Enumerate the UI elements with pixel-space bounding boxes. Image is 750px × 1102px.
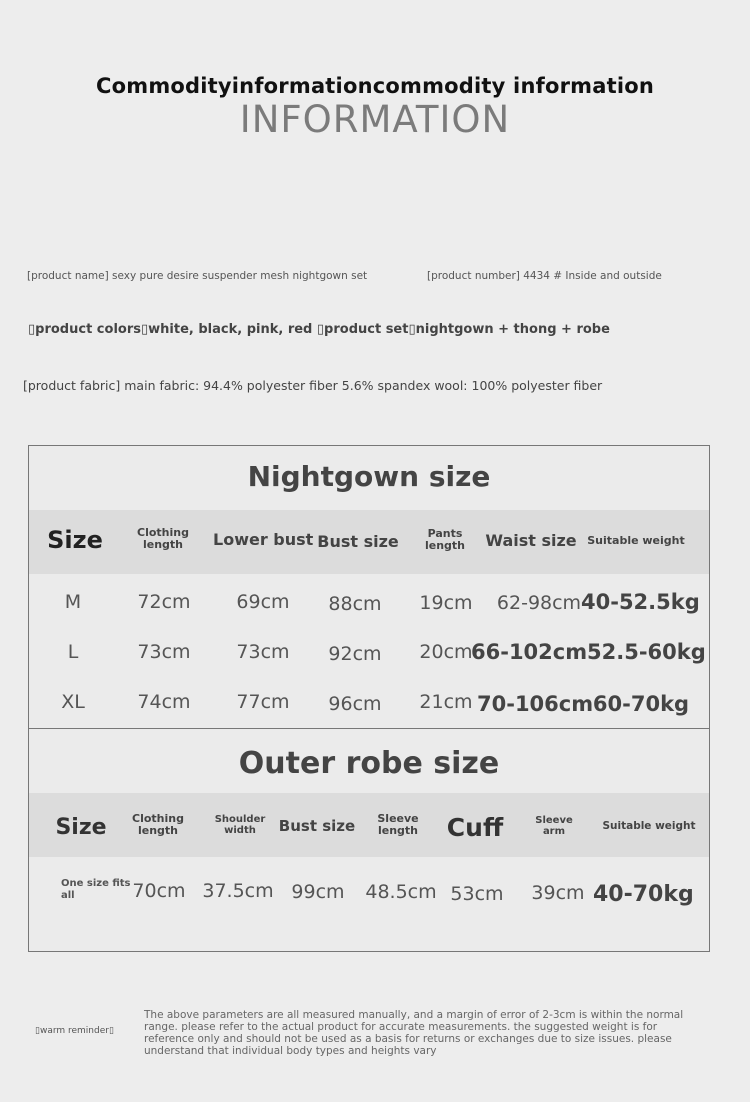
- nightgown-row-m-clothing-length: 72cm: [137, 591, 191, 613]
- robe-row-shoulder-width: 37.5cm: [202, 880, 274, 902]
- nightgown-row-m-lower-bust: 69cm: [236, 591, 290, 613]
- product-name: [product name] sexy pure desire suspender mesh nightgown set: [27, 270, 368, 282]
- nightgown-row-l-pants-length: 20cm: [419, 641, 473, 663]
- warm-reminder-text: The above parameters are all measured manually, and a margin of error of 2-3cm is within the normal range. please refer to the actual product for accurate measurements. the suggested weight is for reference only and should not be used as a basis for returns or exchanges due to size issues. please understand that individual body types and heights vary: [144, 1009, 684, 1057]
- nightgown-row-m-pants-length: 19cm: [419, 592, 473, 614]
- page-subtitle-text: INFORMATION: [239, 98, 511, 141]
- robe-row-clothing-length: 70cm: [132, 880, 186, 902]
- nightgown-row-xl-size: XL: [61, 691, 85, 713]
- nightgown-row-xl-pants-length: 21cm: [419, 691, 473, 713]
- robe-row-sleeve-length: 48.5cm: [365, 881, 437, 903]
- robe-row-bust-size: 99cm: [291, 881, 345, 903]
- robe-row-size: One size fits all: [61, 878, 131, 901]
- robe-row-weight: 40-70kg: [593, 882, 694, 907]
- nightgown-row-l-waist-size: 66-102cm: [471, 640, 588, 664]
- nightgown-header-suitable-weight: Suitable weight: [587, 534, 685, 547]
- robe-header-shoulder-width: Shoulder width: [214, 814, 266, 836]
- nightgown-header-waist-size: Waist size: [485, 531, 577, 550]
- nightgown-row-m-waist-size: 62-98cm: [496, 592, 582, 614]
- nightgown-row-l-clothing-length: 73cm: [137, 641, 191, 663]
- nightgown-header-size: Size: [47, 526, 103, 554]
- nightgown-title: Nightgown size: [247, 460, 491, 493]
- nightgown-row-m-bust-size: 88cm: [328, 593, 382, 615]
- nightgown-row-m-size: M: [64, 591, 82, 613]
- product-fabric: [product fabric] main fabric: 94.4% polyester fiber 5.6% spandex wool: 100% polyester fiber: [23, 378, 603, 393]
- nightgown-row-m-weight: 40-52.5kg: [581, 590, 700, 614]
- robe-row-sleeve-arm: 39cm: [531, 882, 585, 904]
- nightgown-row-l-weight: 52.5-60kg: [587, 640, 706, 664]
- nightgown-row-l-lower-bust: 73cm: [236, 641, 290, 663]
- page-title: Commodityinformationcommodity information: [96, 74, 654, 98]
- warm-reminder-label: ▯warm reminder▯: [35, 1026, 114, 1036]
- nightgown-row-xl-waist-size: 70-106cm: [477, 692, 594, 716]
- page-subtitle: [0, 98, 750, 141]
- robe-header-suitable-weight: Suitable weight: [602, 820, 696, 832]
- nightgown-row-l-size: L: [67, 641, 79, 663]
- nightgown-row-xl-bust-size: 96cm: [328, 693, 382, 715]
- nightgown-size-table: [28, 445, 710, 729]
- robe-row-cuff: 53cm: [450, 883, 504, 905]
- robe-header-sleeve-arm: Sleeve arm: [535, 815, 573, 837]
- product-colors: ▯product colors▯white, black, pink, red ▯product set▯nightgown + thong + robe: [28, 322, 610, 337]
- nightgown-row-xl-clothing-length: 74cm: [137, 691, 191, 713]
- nightgown-header-bust-size: Bust size: [317, 532, 399, 551]
- nightgown-header-pants-length: Pants length: [424, 527, 466, 552]
- product-number: [product number] 4434 # Inside and outside: [427, 270, 662, 282]
- robe-title: Outer robe size: [238, 746, 500, 781]
- robe-header-clothing-length: Clothing length: [132, 812, 184, 837]
- robe-size-table: [28, 728, 710, 952]
- robe-header-size: Size: [55, 815, 107, 840]
- robe-header-sleeve-length: Sleeve length: [377, 812, 419, 837]
- nightgown-header-lower-bust: Lower bust: [213, 530, 314, 549]
- nightgown-row-xl-lower-bust: 77cm: [236, 691, 290, 713]
- nightgown-header-clothing-length: Clothing length: [137, 526, 189, 551]
- robe-header-cuff: Cuff: [446, 813, 504, 842]
- nightgown-row-l-bust-size: 92cm: [328, 643, 382, 665]
- nightgown-row-xl-weight: 60-70kg: [592, 692, 690, 716]
- robe-header-bust-size: Bust size: [278, 817, 356, 835]
